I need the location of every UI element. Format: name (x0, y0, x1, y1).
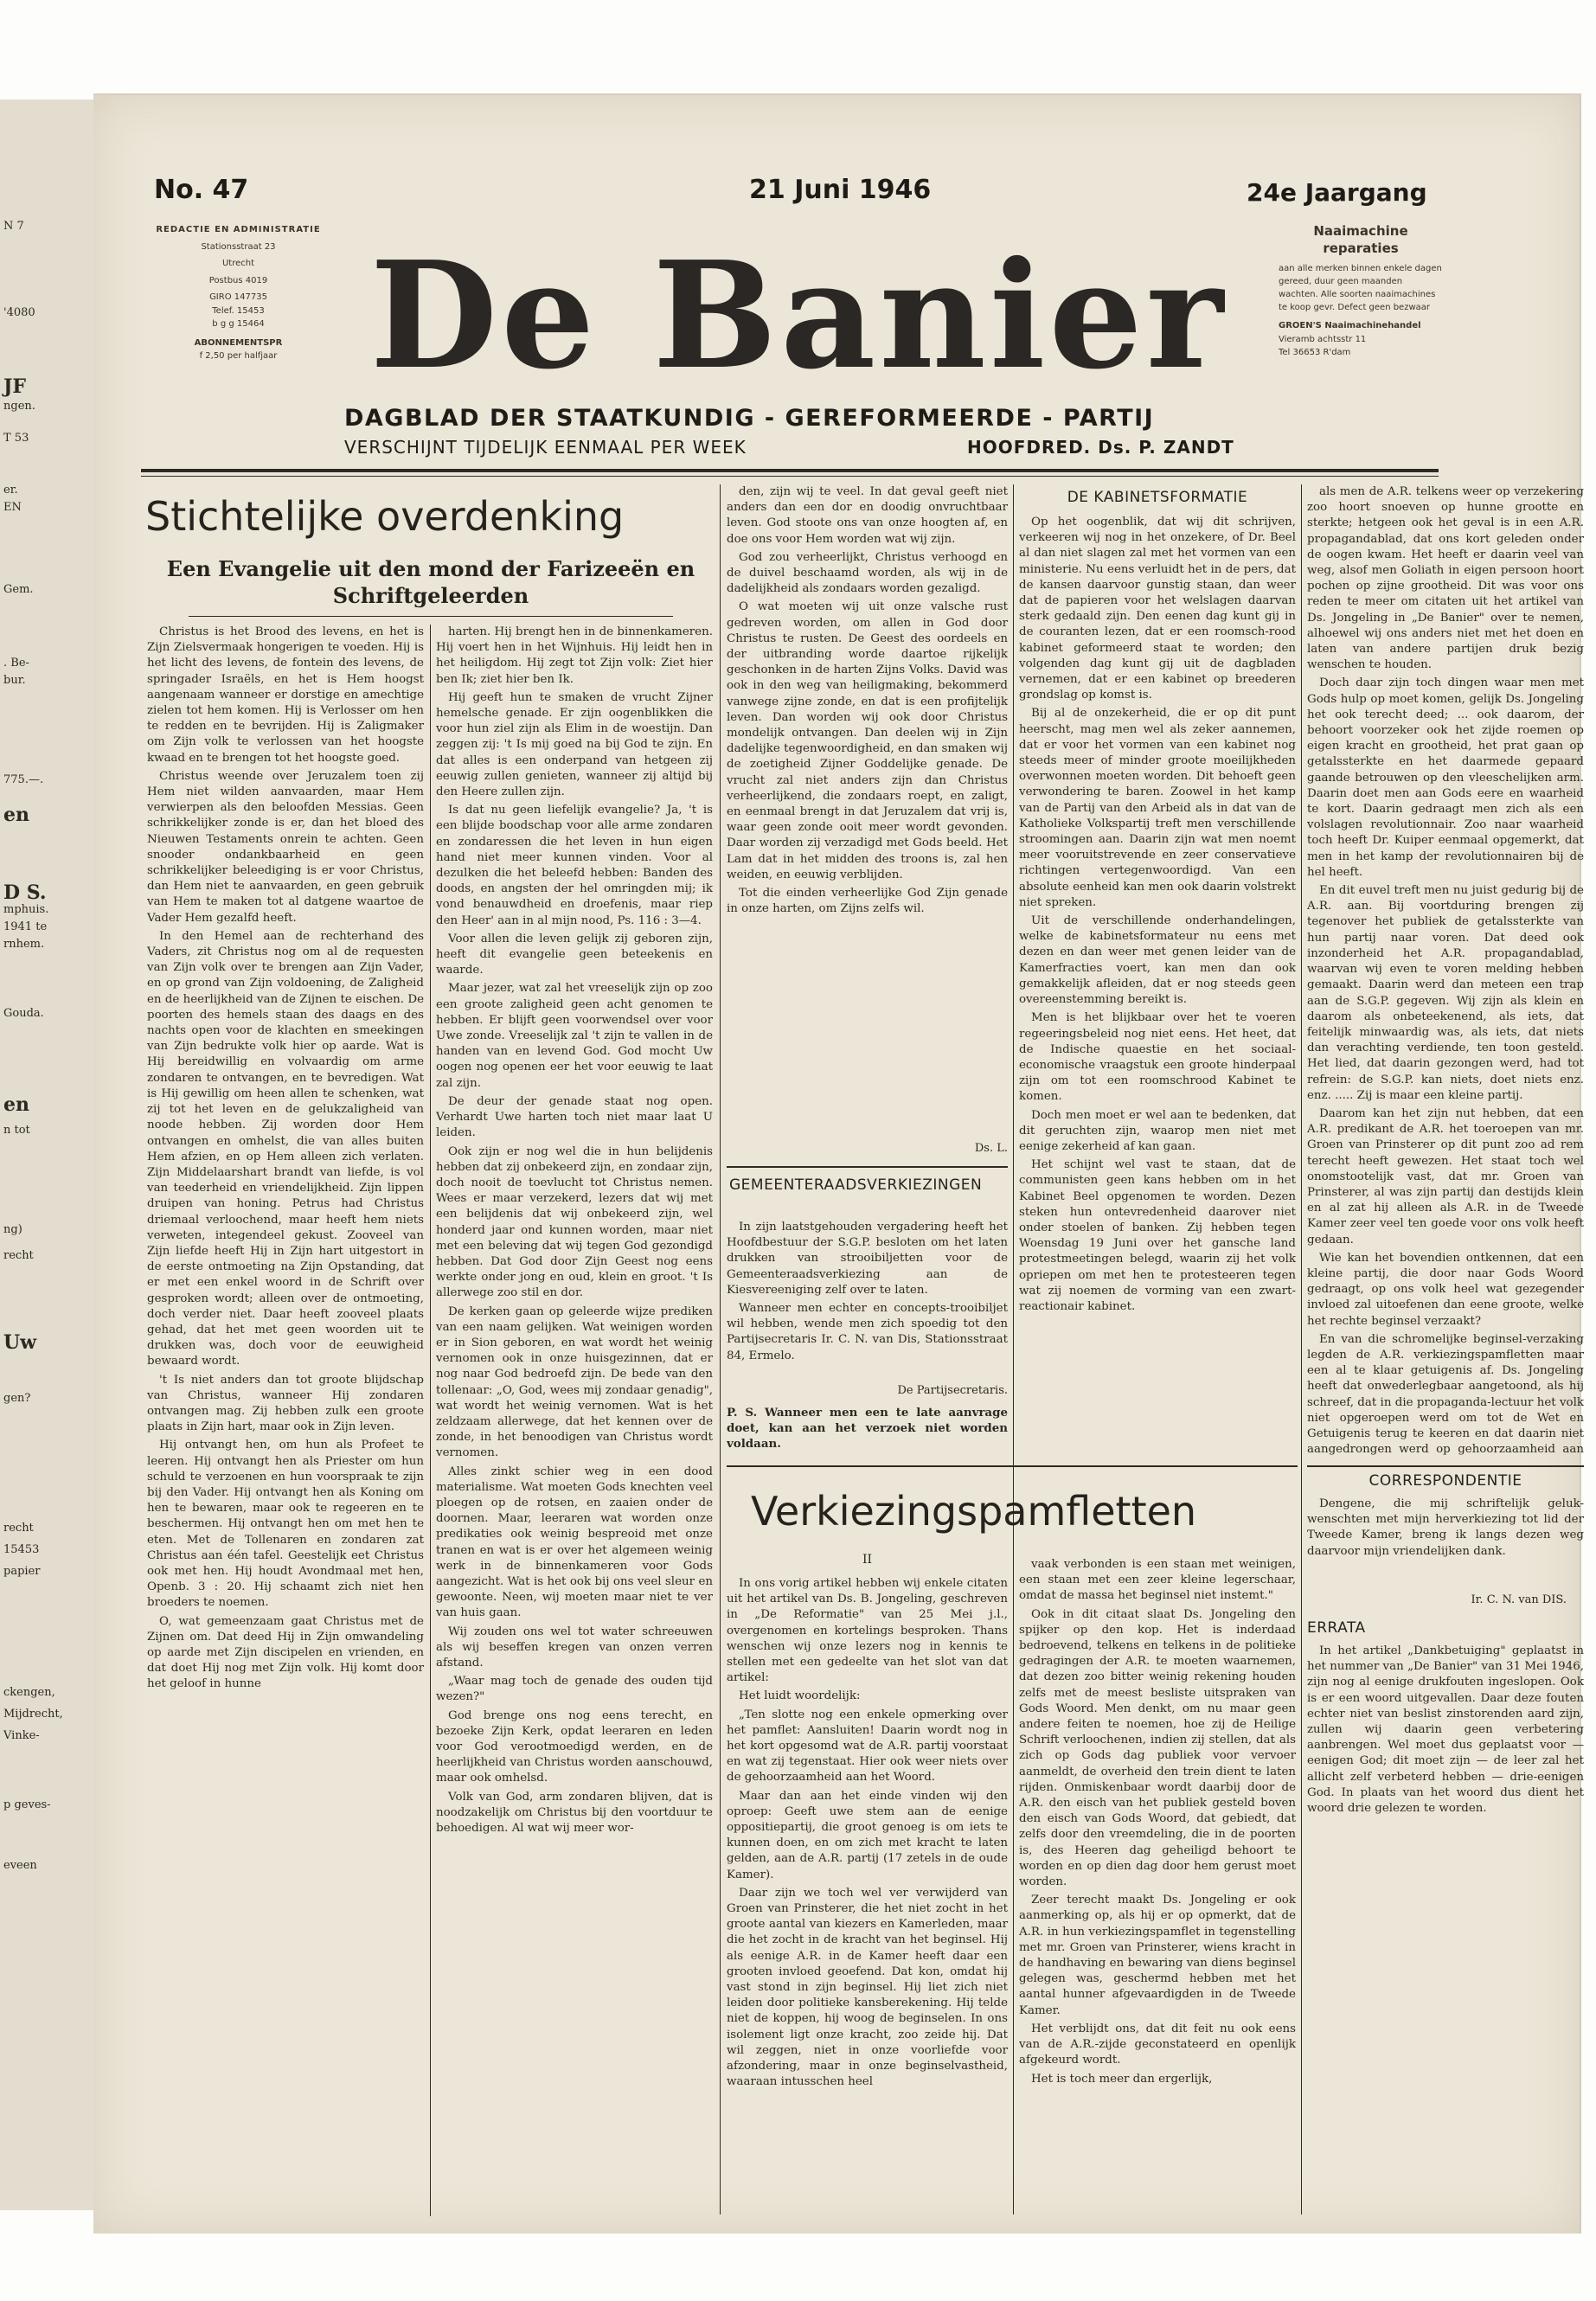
gemeenteraad-body (727, 1220, 1008, 1384)
correspondentie-signature: Ir. C. N. van DIS. (1471, 1593, 1567, 1606)
previous-page-fragment: ngen. (3, 400, 35, 413)
masthead-title: De Banier (369, 229, 1227, 402)
paragraph: Het is toch meer dan ergerlijk, (1031, 2072, 1213, 2086)
previous-page-fragment: gen? (3, 1392, 31, 1405)
section-rule (727, 1465, 1298, 1467)
previous-page-fragment: recht (3, 1522, 34, 1535)
errata-headline: ERRATA (1307, 1619, 1366, 1637)
paragraph: „Ten slotte nog een enkele opmerking over het pamflet: Aansluiten! Daarin wordt nog in het kort opgesomd wat de A.R. partij voorstaat en wat zij tegenstaat. Hier ook weer niets over de gehoorzaamheid aan het Woord. (727, 1708, 1008, 1785)
admin-price: f 2,50 per halfjaar (199, 351, 278, 361)
previous-page-fragment: 775.—. (3, 773, 44, 786)
previous-page-fragment: eveen (3, 1859, 37, 1872)
paragraph: vaak verbonden is een staan met weinigen, een staan met een zeer kleine legerschaar, omdat de massa het beginsel niet instemt." (1019, 1558, 1296, 1603)
paragraph: Het schijnt wel vast te staan, dat de communisten geen kans hebben om in het Kabinet Beel opgenomen te worden. Dezen steken hun ontevredenheid daarover niet onder stoelen of banken. Zij hebben tegen Woensdag 19 Juni over het gansche land protestmeetingen belegd, waarin zij het volk opriepen om met hen te protesteeren tegen wat zij noemen de vorming van een zwart-reactionair kabinet. (1019, 1158, 1296, 1313)
column-divider (1013, 484, 1014, 2214)
paragraph: Hij ontvangt hen, om hun als Profeet te leeren. Hij ontvangt hen als Priester om hun schuld te verzoenen en hun voorspraak te zijn bij den Vader. Hij ontvangt hen als Koning om hen te bewaren, maar ook te regeeren en te beschermen. Hij ontvangt hen om met hen te eten. Met de Tollenaren en zondaren zat Christus aan één tafel. Geestelijk eet Christus ook met hen. Hij houdt Avondmaal met hen, Openb. 3 : 20. Hij schaamt zich niet hen broeders te noemen. (147, 1439, 424, 1610)
paragraph: Tot die einden verheerlijke God Zijn genade in onze harten, om Zijns zelfs wil. (727, 887, 1008, 916)
paragraph: 't Is niet anders dan tot groote blijdschap van Christus, wanneer Hij zondaren ontvangen mag. Zij hebben zulk een groote plaats in Zijn hart, maar ook in Zijn leven. (147, 1373, 424, 1434)
paragraph: In ons vorig artikel hebben wij enkele citaten uit het artikel van Ds. B. Jongeling, geschreven in „De Reformatie" van 25 Mei j.l., overgenomen en kortelings besproken. Thans wenschen wij onze lezers nog in kennis te stellen met een gedeelte van het slot van dat artikel: (727, 1577, 1008, 1685)
paragraph: Doch men moet er wel aan te bedenken, dat dit geruchten zijn, waarop men niet met eenige zekerheid af kan gaan. (1019, 1108, 1296, 1153)
previous-page-fragment: Gem. (3, 583, 34, 596)
ad-body: aan alle merken binnen enkele dagen gereed, duur geen maanden wachten. Alle soorten naaimachines te koop gevr. Defect geen bezwaar (1279, 264, 1442, 312)
paragraph: Volk van God, arm zondaren blijven, dat is noodzakelijk om Christus bij den voortduur te behoedigen. Al wat wij meer wor- (436, 1790, 713, 1836)
previous-page-fragment: er. (3, 484, 18, 497)
paragraph: Uit de verschillende onderhandelingen, welke de kabinetsformateur nu eens met dezen en dan weer met genen leider van de Kamerfracties voert, kan men dan ook gemakkelijk afleiden, dat er nog steeds geen overeenstemming bereikt is. (1019, 914, 1296, 1007)
previous-page-fragment: 1941 te (3, 920, 48, 933)
paragraph: O wat moeten wij uit onze valsche rust gedreven worden, om allen in God door Christus te rusten. De Geest des oordeels en der uitbranding worde daartoe rijkelijk geschonken in de harten Zijns Volks. David was ook in den weg van heiligmaking, bekommerd vanwege zijne zonde, en dat is een profijtelijk leven. Dan worden wij ook door Christus mondelijk ontvangen. Dan deelen wij in Zijn dadelijke tegenwoordigheid, en dan smaken wij de zoetigheid Zijner Goddelijke genade. De vrucht zal niet anders zijn dan Christus verheerlijkend, die zondaars roept, en zaligt, en eenmaal brengt in dat Jeruzalem dat vrij is, waar geen zonde ooit meer wordt gevonden. Daar worden zij verzadigd met Gods beeld. Het Lam dat in het midden des troons is, zal hen weiden, en eeuwig verblijden. (727, 600, 1008, 881)
masthead-frequency: VERSCHIJNT TIJDELIJK EENMAAL PER WEEK (344, 437, 747, 458)
article2-column-1 (727, 1576, 1008, 2216)
paragraph: Bij al de onzekerheid, die er op dit punt heerscht, mag men wel als zeker aannemen, dat er voor het vormen van een kabinet nog steeds meer of minder groote moeilijkheden overwonnen moeten worden. Dit behoeft geen verwondering te baren. Zoowel in het kamp van de Partij van den Arbeid als in dat van de Katholieke Volkspartij treft men verschillende stroomingen aan. Daarin zijn wat men noemt meer vooruitstrevende en zeer conservatieve richtingen vertegenwoordigd. Van een absolute eenheid kan men ook daarin volstrekt niet spreken. (1019, 707, 1296, 909)
previous-page-fragment: Uw (3, 1331, 37, 1354)
paragraph: Het verblijdt ons, dat dit feit nu ook eens van de A.R.-zijde geconstateerd en openlijk afgekeurd wordt. (1019, 2022, 1296, 2067)
ad-address: Vieramb achtsstr 11 (1279, 334, 1367, 344)
gemeenteraad-ps (727, 1405, 1008, 1457)
previous-page-fragment: N 7 (3, 220, 24, 233)
article1-signature: Ds. L. (974, 1142, 1008, 1155)
paragraph: Daarom kan het zijn nut hebben, dat een A.R. predikant de A.R. het toeroepen van mr. Groen van Prinsterer op dit punt zoo ad rem terecht heeft gewezen. Het staat toch wel onomstootelijk vast, dat mr. Groen van Prinsterer, al was zijn partij dan destijds klein en al zat hij alleen als A.R. in de Tweede Kamer zeer veel ten goede voor ons volk heeft gedaan. (1307, 1106, 1584, 1247)
header-rule-thin (141, 476, 1439, 477)
previous-page-fragment: D S. (3, 881, 47, 904)
paragraph: Christus is het Brood des levens, en het is Zijn Zielsvermaak hongerigen te voeden. Hij is het licht des levens, de fontein des levens, de springader Israëls, en het is Hem hoogst aangenaam wanneer er dorstige en amechtige zielen tot hem komen. Hij is Verlosser om hen te redden en te bevrijden. Hij is Zaligmaker om Zijn volk te verlossen van het hoogste kwaad en te brengen tot het hoogste goed. (147, 625, 424, 765)
paragraph: God zou verheerlijkt, Christus verhoogd en de duivel beschaamd worden, als wij in de dadelijkheid als zondaars worden gezaligd. (727, 550, 1008, 596)
paragraph: God brenge ons nog eens terecht, en bezoeke Zijn Kerk, opdat leeraren en leden voor God verootmoedigd werden, en de heerlijkheid van Christus worden aanschouwd, maar ook omhelsd. (436, 1708, 713, 1785)
article2-column-2 (1019, 1557, 1296, 2216)
naaimachine-ad (1279, 223, 1443, 439)
paragraph: Maar dan aan het einde vinden wij den oproep: Geeft uwe stem aan de eenige oppositiepartij, die groot genoeg is om iets te kunnen doen, en om zich met kracht te laten gelden, aan de A.R. partij (17 zetels in de oude Kamer). (727, 1789, 1008, 1881)
previous-page-fragment: ng) (3, 1223, 22, 1236)
previous-page-fragment: en (3, 1093, 29, 1116)
paragraph: den, zijn wij te veel. In dat geval geeft niet anders dan een dor en doodig onvruchtbaar leven. God stoote ons van onze hoogten af, en doe ons voor Hem worden wat wij zijn. (727, 485, 1008, 546)
admin-title: REDACTIE EN ADMINISTRATIE (156, 225, 321, 234)
correspondentie-body (1307, 1497, 1584, 1592)
article1-column-1 (147, 625, 424, 2216)
paragraph: O, wat gemeenzaam gaat Christus met de Zijnen om. Dat deed Hij in Zijn omwandeling op aarde met Zijn discipelen en vrienden, en dat doet Hij nog met Zijn volk. Hij komt door het geloof in hunne (147, 1614, 424, 1691)
previous-page-fragment: Mijdrecht, (3, 1708, 63, 1721)
newspaper-page (93, 93, 1584, 2234)
column-divider (1301, 484, 1302, 2214)
paragraph: En dit euvel treft men nu juist gedurig bij de A.R. aan. Bij voortduring brengen zij tegenover het publiek de getalssterkte van hun partij naar voren. Dat deed ook inzonderheid het A.R. propagandablad, waarvan wij even te voren melding hebben gemaakt. Daarin werd dan meteen een trap aan de S.G.P. gegeven. Wij zijn als klein en daarom als onbeteekenend, als iets, dat feitelijk minwaardig was, als iets, dat niets dan verachting verdiende, ten toon gesteld. Het lied, dat daarin gezongen werd, had tot refrein: de S.G.P. kan niets, doet niets enz. enz. ..... Zij is maar een kleine partij. (1307, 884, 1584, 1102)
admin-city: Utrecht (221, 259, 255, 268)
kabinet-column-1 (1019, 515, 1296, 1458)
article1-headline: Stichtelijke overdenking (145, 493, 625, 540)
kabinet-column-2 (1307, 484, 1584, 1458)
previous-page-fragment: rnhem. (3, 938, 45, 951)
previous-page-fragment: EN (3, 501, 22, 514)
article1-subhead: Een Evangelie uit den mond der Farizeeën en Schriftgeleerden (166, 556, 695, 609)
admin-subscription: ABONNEMENTSPR (194, 337, 283, 348)
previous-page-fragment: papier (3, 1565, 41, 1578)
previous-page-fragment: recht (3, 1249, 34, 1262)
volume-year: 24e Jaargang (1247, 178, 1427, 207)
ad-title: Naaimachine reparaties (1313, 223, 1408, 256)
header-rule (141, 469, 1439, 472)
paragraph: Ook in dit citaat slaat Ds. Jongeling den spijker op den kop. Het is inderdaad bedroevend, telkens en telkens in de politieke gedragingen der A.R. te moeten waarnemen, dat dezen zoo bitter weinig rekening houden zelfs met de meest besliste uitspraken van Gods Woord. Men denkt, om nu maar geen andere feiten te noemen, hoe zij de Heilige Schrift verloochenen, indien zij stellen, dat als zich op Gods dag publiek voor vervoer aanmeldt, de overheid den trein dient te laten rijden. Onmiskenbaar wordt daarbij door de A.R. den eisch van het publiek gesteld boven den eisch van Gods Woord, dat gebiedt, dat zelfs door den vreemdeling, die in de poorten is, des Heeren dag geheiligd behoort te worden en op dien dag door hem gerust moet worden. (1019, 1607, 1296, 1889)
paragraph: De deur der genade staat nog open. Verhardt Uwe harten toch niet maar laat U leiden. (436, 1094, 713, 1140)
admin-bgg: b g g 15464 (212, 319, 265, 329)
masthead-subtitle: DAGBLAD DER STAATKUNDIG - GEREFORMEERDE - PARTIJ (344, 405, 1155, 432)
paragraph: En van die schromelijke beginsel-verzaking legden de A.R. verkiezingspamfletten maar een al te klaar getuigenis af. Ds. Jongeling heeft dat onwederlegbaar aangetoond, als hij schreef, dat in die propaganda-lectuur het volk niet opgeroepen werd om tot de Wet en Getuigenis terug te keeren en dat daarin niet aangedrongen werd op gehoorzaamheid aan (1307, 1332, 1584, 1457)
previous-page-edge (0, 99, 97, 2210)
admin-giro: GIRO 147735 (209, 292, 267, 302)
paragraph: Wanneer men echter en concepts-trooibiljet wil hebben, wende men zich spoedig tot den Partijsecretaris Ir. C. N. van Dis, Stationsstraat 84, Ermelo. (727, 1302, 1008, 1362)
previous-page-fragment: Vinke- (3, 1729, 40, 1742)
column-divider (430, 625, 431, 2216)
previous-page-fragment: Gouda. (3, 1007, 44, 1020)
previous-page-fragment: T 53 (3, 432, 29, 445)
paragraph: Wie kan het bovendien ontkennen, dat een kleine partij, die door naar Gods Woord gedraagt, op ons volk heel wat gezegender invloed zal uitoefenen dan eene groote, welke het rechte beginsel verzaakt? (1307, 1251, 1584, 1328)
paragraph: Voor allen die leven gelijk zij geboren zijn, heeft dit evangelie geen beteekenis en waarde. (436, 932, 713, 977)
section-rule (1307, 1465, 1584, 1467)
previous-page-fragment: '4080 (3, 306, 35, 319)
correspondentie-headline: CORRESPONDENTIE (1368, 1472, 1522, 1490)
previous-page-fragment: p geves- (3, 1798, 51, 1811)
admin-address: Stationsstraat 23 (201, 241, 276, 252)
article2-headline: Verkiezingspamfletten (751, 1488, 1197, 1535)
masthead-editor: HOOFDRED. Ds. P. ZANDT (967, 437, 1234, 458)
section-rule (727, 1166, 1008, 1168)
paragraph: „Waar mag toch de genade des ouden tijd wezen?" (436, 1675, 713, 1704)
paragraph: Doch daar zijn toch dingen waar men met Gods hulp op moet komen, gelijk Ds. Jongeling het ook terecht deed; ... ook daarom, der behoort voorzeker ook het zijde roemen op eigen kracht en grootheid, het prat gaan op getalssterkte en het daarmede gepaard gaande betrouwen op den vleeschelijken arm. Daarin doet men aan Gods eere en waarheid te kort. Daarin gedraagt men zich als een volslagen revolutionnair. Zoo naar waarheid toch heeft Dr. Kuiper eenmaal opgemerkt, dat men in het kamp der revolutionnairen bij de hel heeft. (1307, 676, 1584, 879)
admin-telef: Telef. 15453 (212, 305, 265, 316)
previous-page-fragment: mphuis. (3, 903, 49, 916)
paragraph: Daar zijn we toch wel ver verwijderd van Groen van Prinsterer, die het niet zocht in het groote aantal van kiezers en Kamerleden, maar die het zocht in de kracht van het beginsel. Hij als eenige A.R. in de Kamer heeft daar een grooten invloed geoefend. Dat kon, omdat hij vast stond in zijn beginsel. Hij liet zich niet leiden door politieke kansberekening. Hij telde niet de koppen, hij woog de beginselen. In ons isolement ligt onze kracht, zoo zeide hij. Dat wil zeggen, niet in onze voorliefde voor afzondering, maar in onze beginselvastheid, waaraan intusschen heel (727, 1886, 1008, 2089)
paragraph: Zeer terecht maakt Ds. Jongeling er ook aanmerking op, als hij er op opmerkt, dat de A.R. in hun verkiezingspamflet in tegenstelling met mr. Groen van Prinsterer, wiens kracht in de handhaving en bewaring van diens beginsel gelegen was, geschermd hebben met het aantal hunner afgevaardigden in de Tweede Kamer. (1019, 1894, 1296, 2017)
masthead-area (310, 216, 1287, 433)
gemeenteraad-ps-text: P. S. Wanneer men een te late aanvrage doet, kan aan het verzoek niet worden voldaan. (727, 1406, 1008, 1452)
paragraph: Op het oogenblik, dat wij dit schrijven, verkeeren wij nog in het onzekere, of Dr. Beel al dan niet slagen zal met het vormen van een ministerie. Nu eens verluidt het in de pers, dat de kansen daarvoor gunstig staan, dan weer dat de papieren voor het welslagen daarvan sterk gedaald zijn. Den eenen dag kunt gij in de couranten lezen, dat er een roomsch-rood kabinet geformeerd staat te worden; den volgenden dag kunt gij uit de dagbladen vernemen, dat er een kabinet op breederen grondslag op komst is. (1019, 516, 1296, 702)
article1-column-2 (436, 625, 713, 2216)
paragraph: Maar jezer, wat zal het vreeselijk zijn op zoo een groote zaligheid geen acht genomen te hebben. Er blijft geen voorwendsel over voor Uwe zonde. Vreeselijk zal 't zijn te vallen in de handen van en levend God. God mocht Uw oogen nog openen eer het voor eeuwig te laat zal zijn. (436, 982, 713, 1090)
kabinet-headline: DE KABINETSFORMATIE (1067, 489, 1248, 506)
paragraph: Men is het blijkbaar over het te voeren regeeringsbeleid nog niet eens. Het heet, dat de Indische quaestie en het sociaal-economische vraagstuk een groote hinderpaal zijn om tot een roomschrood Kabinet te komen. (1019, 1011, 1296, 1104)
paragraph: In zijn laatstgehouden vergadering heeft het Hoofdbestuur der S.G.P. besloten om het laten drukken van strooibiljetten voor de Gemeenteraadsverkiezing aan de Kiesvereeniging zelf over te laten. (727, 1221, 1008, 1297)
admin-postbus: Postbus 4019 (208, 275, 268, 285)
paragraph: Christus weende over Jeruzalem toen zij Hem niet wilden aanvaarden, maar Hem verwierpen als den beloofden Messias. Geen schrikkelijker zonde is er, dan het bloed des Nieuwen Testaments onrein te achten. Geen snooder ondankbaarheid en geen schrikkelijker beleediging is er voor Christus, dan Hem niet te aanvaarden, en geen gebruik van Hem te maken tot al datgene waartoe de Vader Hem gezalfd heeft. (147, 769, 424, 925)
previous-page-fragment: en (3, 804, 29, 826)
paragraph: De kerken gaan op geleerde wijze prediken van een naam gelijken. Wat weinigen worden er in Sion geboren, en wat wordt het weinig vernomen ook in onze huisgezinnen, dat er nog naar God bedroefd zijn. De bede van den tollenaar: „O, God, wees mij zondaar genadig", wat wordt het weinig vernomen. Wat is het zeldzaam allerwege, dat het kennen over de zonde, in het benoodigen van Christus wordt vernomen. (436, 1304, 713, 1460)
previous-page-fragment: bur. (3, 674, 26, 687)
errata-text: In het artikel „Dankbetuiging" geplaatst in het nummer van „De Banier" van 31 Mei 1946, zijn nog al eenige drukfouten ingeslopen. Ook is er een woord uitgevallen. Daar deze fouten echter niet van beslist zinstorenden aard zijn, zullen wij daarin geen verbetering aanbrengen. Wel moet dus geplaatst voor — eenigen God; dit moet zijn — de leer zal het allicht zelf verbeterd hebben — drie-eenigen God. In plaats van het woord dus dient het woord drie gelezen te worden. (1307, 1644, 1584, 1816)
issue-date: 21 Juni 1946 (749, 175, 932, 205)
paragraph: Wij zouden ons wel tot water schreeuwen als wij beseffen kregen van onzen verren afstand. (436, 1625, 713, 1670)
ad-firm: GROEN'S Naaimachinehandel (1279, 321, 1421, 330)
errata-body (1307, 1644, 1584, 2007)
column-divider (720, 484, 721, 2214)
article1-column-3 (727, 484, 1008, 1142)
issue-number: No. 47 (154, 175, 249, 205)
paragraph: In den Hemel aan de rechterhand des Vaders, zit Christus nog om al de requesten van Zijn volk over te brengen aan Zijn Vader, en op grond van Zijn voldoening, de Zaligheid en de heerlijkheid van de Zijnen te eischen. De poorten des hemels staan des daags en des nachts open voor de klachten en smeekingen van Zijn bedrukte volk hier op aarde. Wat is Hij bereidwillig en volvaardig om arme zondaren te ontvangen, en te bevredigen. Wat is Hij gewillig om heen allen te schenken, wat zij tot het leven en de gelukzaligheid van noode hebben. Zij worden door Hem ontvangen en omhelst, die van alles buiten Hem afzien, en op Hem alleen zich verlaten. Zijn Middelaarshart brandt van liefde, is vol van teederheid en vriendelijkheid. Zijn lippen druipen van honing. Petrus had Christus driemaal verloochend, maar heeft hem niets verweten, integendeel gekust. Zooveel van Zijn liefde heeft Hij in Zijn hart uitgestort in de eerste ontmoeting na Zijn Opstanding, dat er met een enkel woord in de Schrift over gesproken wordt; alleen over de ontmoeting, doch verder niet. Daar heeft zooveel plaats gehad, dat het met geen woorden uit te drukken was, doch voor de eeuwigheid bewaard wordt. (147, 929, 424, 1368)
paragraph: Is dat nu geen liefelijk evangelie? Ja, 't is een blijde boodschap voor alle arme zondaren en zondaressen die het leven in hun eigen hand niet meer kunnen vinden. Voor al dezulken die het beleefd hebben: Banden des doods, en angsten der hel omringden mij; ik vond benauwdheid en droefenis, maar riep den Heer' aan in al mijn nood, Ps. 116 : 3—4. (436, 804, 713, 927)
paragraph: als men de A.R. telkens weer op verzekering zoo hoort snoeven op hunne grootte en sterkte; hetgeen ook het geval is in een A.R. propagandablad, dat ons kort geleden onder de oogen kwam. Het heeft er daarin veel van weg, alsof men Goliath in eigen persoon hoort pochen op zijne grootheid. Dit was voor ons reden te meer om citaten uit het artikel van Ds. Jongeling in „De Banier" over te nemen, alhoewel wij ons anders niet met het doen en laten van andere partijen druk bezig wenschen te houden. (1307, 485, 1584, 672)
previous-page-fragment: ckengen, (3, 1686, 55, 1699)
paragraph: Alles zinkt schier weg in een dood materialisme. Wat moeten Gods knechten veel ploegen op de rotsen, en zaaien onder de doornen. Maar, leeraren wat worden onze predikaties ook weinig bespreoid met onze tranen en wat is er over het algemeen weinig werk in de binnenkameren voor Gods aangezicht. Wat is het ook bij ons veel sleur en gewoonte. Neen, wij moeten maar niet te ver van huis gaan. (436, 1465, 713, 1620)
previous-page-fragment: n tot (3, 1124, 30, 1137)
paragraph: harten. Hij brengt hen in de binnenkameren. Hij voert hen in het Wijnhuis. Hij leidt hen in het heiligdom. Hij zegt tot Zijn volk: Ziet hier ben Ik; ziet hier ben Ik. (436, 625, 713, 686)
paragraph: Het luidt woordelijk: (739, 1689, 861, 1703)
gemeenteraad-headline: GEMEENTERAADSVERKIEZINGEN (729, 1176, 983, 1194)
article1-subhead-rule (189, 616, 673, 617)
previous-page-fragment: 15453 (3, 1543, 40, 1556)
previous-page-fragment: . Be- (3, 657, 29, 670)
administration-box (154, 223, 323, 422)
paragraph: Ook zijn er nog wel die in hun belijdenis hebben dat zij onbekeerd zijn, en zondaar zijn, doch nooit de toevlucht tot Christus nemen. Wees er maar verzekerd, lezers dat wij met een belijdenis dat wij onbekeerd zijn, wel honderd jaar ond kunnen worden, maar niet met een beleving dat wij tegen God gezondigd hebben. Dat God door Zijn Geest nog eens werkte onder jong en oud, klein en groot. 't Is allerwege zoo stil en dor. (436, 1144, 713, 1300)
gemeenteraad-signature: De Partijsecretaris. (897, 1384, 1008, 1397)
paragraph: Hij geeft hun te smaken de vrucht Zijner hemelsche genade. Er zijn oogenblikken die voor hun ziel zijn als Elim in de woestijn. Dan zeggen zij: 't Is mij goed na bij God te zijn. En dat alles is een onderpand van hetgeen zij eeuwig zullen genieten, wanneer zij altijd bij den Heere zullen zijn. (436, 690, 713, 799)
correspondentie-text: Dengene, die mij schriftelijk geluk-wenschten met mijn herverkiezing tot lid der Tweede Kamer, breng ik langs dezen weg daarvoor mijn vriendelijken dank. (1307, 1497, 1584, 1558)
article2-numeral: II (862, 1553, 873, 1567)
previous-page-fragment: JF (3, 375, 27, 398)
ad-tel: Tel 36653 R'dam (1279, 348, 1351, 357)
